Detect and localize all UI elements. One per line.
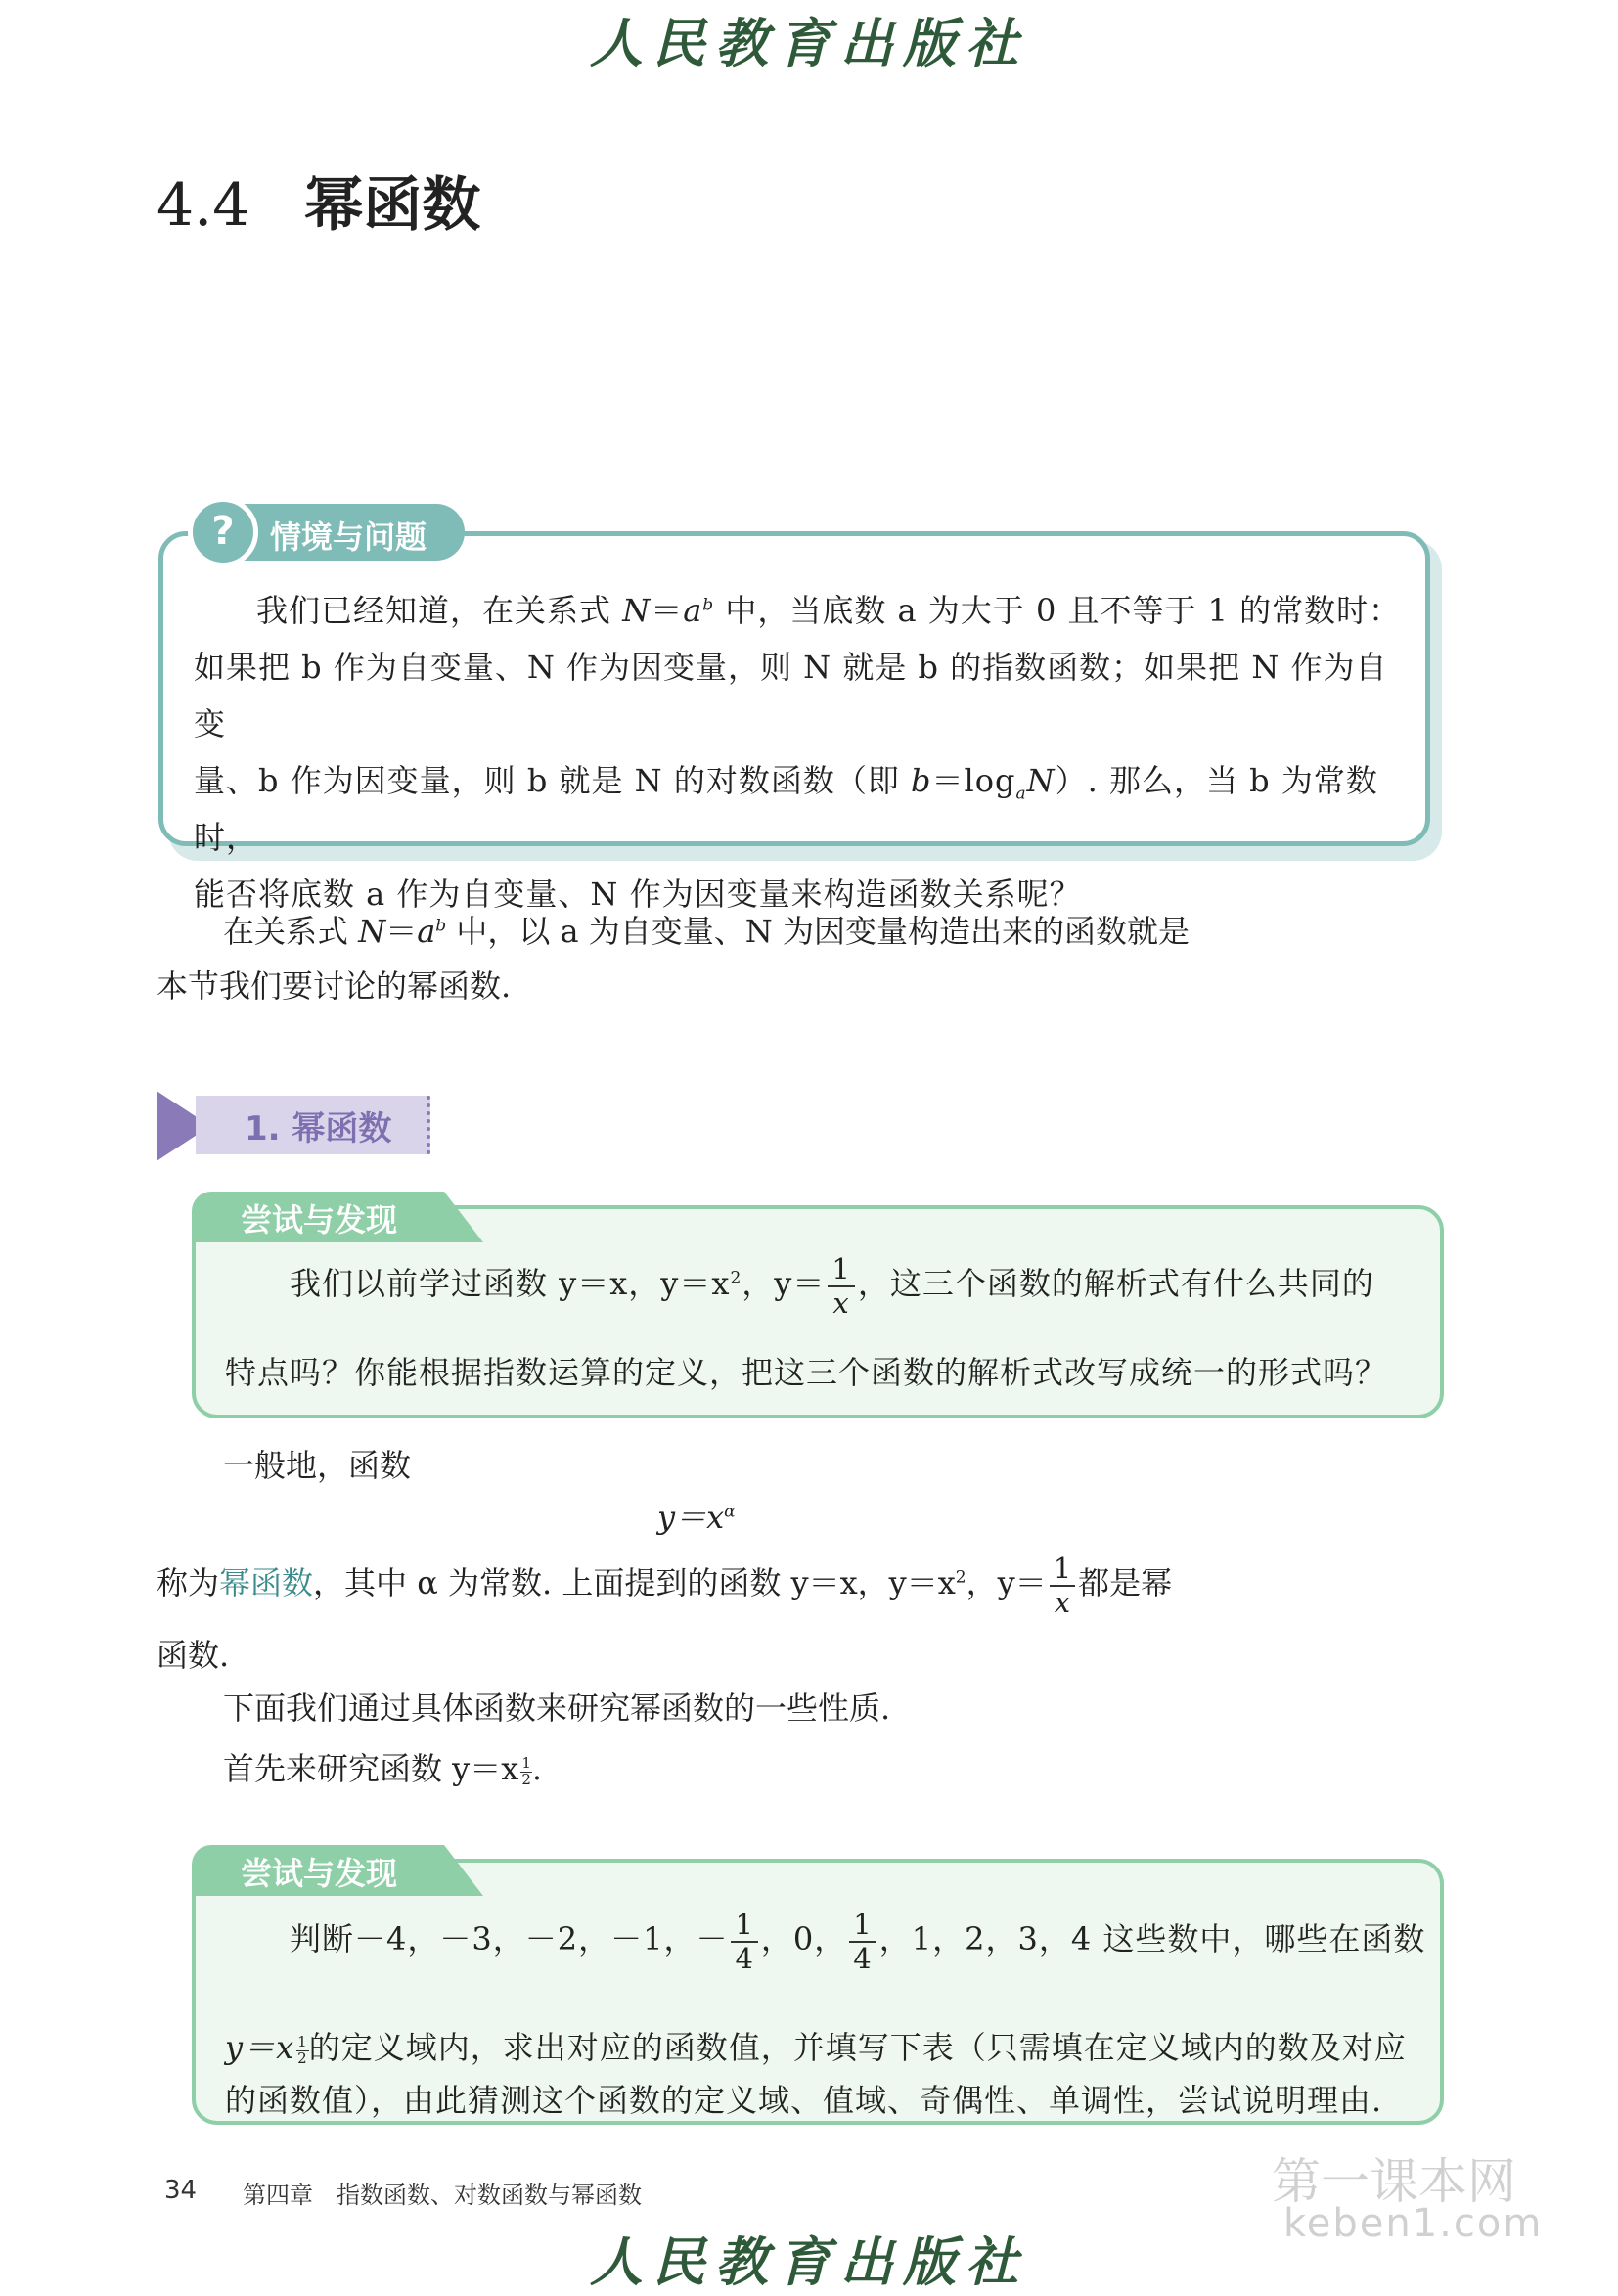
question-icon: ? [188, 497, 258, 567]
definition-formula: $y=x^\alpha$ [657, 1499, 736, 1536]
first-study-text: 首先来研究函数 y＝x $\frac{1}{2}$ . [223, 1750, 543, 1789]
page-number: 34 [164, 2176, 198, 2205]
watermark-cn: 第一课本网 [1272, 2153, 1516, 2210]
page-title [157, 158, 480, 243]
definition-line: 称为幂函数，其中 α 为常数. 上面提到的函数 y＝x，$y=x^2$，y＝ $\frac{1}{x}$ 都是幂 [157, 1551, 1173, 1619]
watermark-url: keben1.com [1283, 2201, 1544, 2246]
try-label-1: 尝试与发现 [241, 1201, 398, 1238]
situation-line-3: 量、b 作为因变量，则 b 就是 N 的对数函数（即 $b=\log_aN$）. 那么，当 b 为常数时， [194, 762, 1378, 856]
situation-line-4: 能否将底数 a 作为自变量、N 作为因变量来构造函数关系呢？ [194, 876, 1082, 913]
try2-line-1: 判断－4，－3，－2，－1，－ $\frac{1}{4}$ ，0， $\frac{1}{4}$ ，1，2，3，4 这些数中，哪些在函数 [290, 1907, 1426, 1975]
situation-label: 情境与问题 [270, 518, 427, 556]
chapter-footer: 第四章 指数函数、对数函数与幂函数 [243, 2182, 642, 2209]
section-number: 4.4 [157, 171, 250, 240]
try1-line-2: 特点吗？你能根据指数运算的定义，把这三个函数的解析式改写成统一的形式吗？ [225, 1354, 1388, 1391]
term-power-function: 幂函数 [219, 1564, 314, 1601]
subsection-label: 1. 幂函数 [245, 1109, 392, 1148]
publisher-header: 人民教育出版社 [590, 12, 1028, 74]
try2-line-2: y＝x $\frac{1}{2}$ 的定义域内，求出对应的函数值，并填写下表（只需填在定义域内的数及对应 [225, 2029, 1407, 2068]
intro-line-2: 本节我们要讨论的幂函数. [157, 968, 512, 1005]
intro-line-1: 在关系式 $N=a^b$ 中，以 a 为自变量、N 为因变量构造出来的函数就是 [223, 913, 1190, 950]
try-label-2: 尝试与发现 [241, 1855, 398, 1892]
try2-line-3: 的函数值），由此猜测这个函数的定义域、值域、奇偶性、单调性，尝试说明理由. [225, 2082, 1383, 2119]
situation-text [194, 582, 1416, 923]
publisher-footer: 人民教育出版社 [590, 2230, 1028, 2293]
section-name: 幂函数 [304, 171, 481, 240]
definition-general: 一般地，函数 [223, 1447, 412, 1484]
situation-line-2: 如果把 b 作为自变量、N 作为因变量，则 N 就是 b 的指数函数；如果把 N 作为自变 [194, 649, 1388, 743]
situation-line-1: 我们已经知道，在关系式 $N=a^b$ 中，当底数 a 为大于 0 且不等于 1 的常数时： [256, 592, 1402, 629]
definition-end: 函数. [157, 1637, 230, 1674]
try1-line-1: 我们以前学过函数 y＝x，$y=x^2$，y＝ $\frac{1}{x}$ ，这三个函数的解析式有什么共同的 [290, 1251, 1374, 1320]
next-study-text: 下面我们通过具体函数来研究幂函数的一些性质. [223, 1689, 891, 1727]
